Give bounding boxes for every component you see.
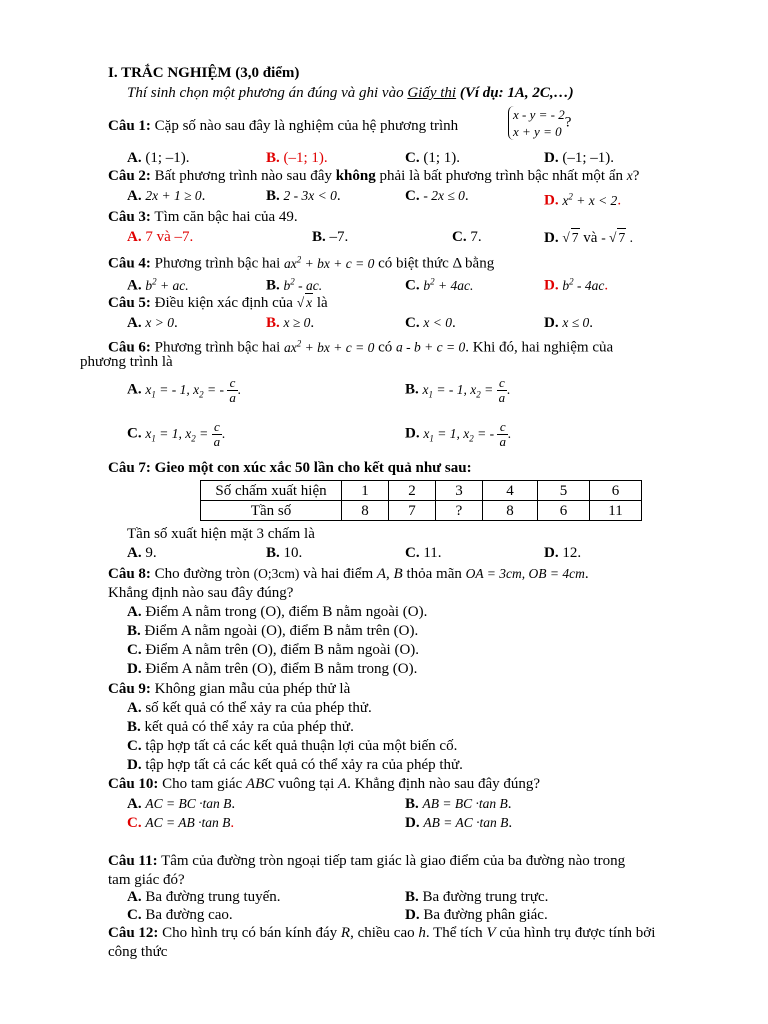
q12-line-2: công thức (108, 944, 168, 960)
option-text-2: = (199, 425, 212, 441)
q2-d-rest: + x < 2 (572, 192, 618, 208)
option-text: kết quả có thể xảy ra của phép thử. (140, 719, 354, 735)
q8-option-b (127, 622, 418, 640)
option-text: (–1; –1). (562, 150, 615, 166)
q8-circle: (O;3cm) (253, 566, 300, 581)
option-letter: D. (405, 907, 420, 923)
q6-option-d: D. $x_1 = 1$, $x_2$ = - $\frac{c}{a}$ . (405, 419, 512, 449)
sqrt-expression: √ x (296, 295, 313, 310)
q3-option-d: D. √ 7 và - √ 7 . (544, 230, 633, 246)
q4-equation: $ax^2$ + bx + c = 0 (284, 254, 375, 271)
denominator: a (499, 434, 506, 449)
option-text: Điểm A nằm trên (O), điểm B nằm ngoài (O). (141, 642, 420, 658)
eq-pre: ax (284, 255, 297, 271)
option-text: = - 1, (436, 381, 471, 397)
q7-after: Tần số xuất hiện mặt 3 chấm là (127, 526, 315, 542)
q8-line-2: Khẳng định nào sau đây đúng? (108, 585, 294, 601)
option-letter: A. (127, 315, 142, 331)
q11-text: Tâm của đường tròn ngoại tiếp tam giác là giao điểm của ba đường nào trong (157, 853, 626, 869)
option-letter: C. (405, 150, 420, 166)
option-letter: B. (266, 545, 280, 561)
question-6 (108, 334, 613, 357)
question-11 (108, 852, 625, 870)
q8-text-mid: và hai điểm (299, 566, 377, 582)
question-7: Câu 7: Gieo một con xúc xắc 50 lần cho kết quả như sau: (108, 460, 472, 476)
q6-label: Câu 6: (108, 339, 151, 356)
option-letter: C. (127, 907, 142, 923)
option-text: x < 0 (423, 315, 452, 330)
option-letter: D. (544, 277, 559, 294)
option-letter: A. (127, 796, 142, 812)
question-8: Câu 8: Cho đường tròn (O;3cm) và hai điểm A, B thỏa mãn OA = 3cm, OB = 4cm. (108, 566, 589, 582)
option-letter: D. (544, 192, 559, 209)
q10-option-b: B. AB = BC ·tan B. (405, 796, 512, 812)
equation-system (508, 106, 565, 140)
q11-label: Câu 11: (108, 853, 158, 869)
q1-option-c (405, 149, 460, 167)
option-text: x ≥ 0 (283, 315, 311, 330)
option-letter: C. (405, 188, 420, 204)
option-letter: D. (544, 315, 559, 331)
q5-option-c: C. x < 0. (405, 315, 456, 331)
radius-var: R (340, 925, 351, 941)
option-letter: A. (127, 150, 142, 166)
q10-option-d: D. AB = AC ·tan B. (405, 815, 513, 831)
frequency-table (200, 480, 642, 521)
denominator: a (213, 434, 221, 449)
option-text: = 1, (159, 425, 186, 441)
option-text: AB = BC ·tan B (422, 796, 508, 811)
option-text: (–1; 1). (283, 150, 328, 166)
q9-option-a (127, 699, 372, 717)
option-letter: B. (405, 796, 419, 812)
instruction-pre: Thí sinh chọn một phương án đúng và ghi vào (127, 85, 408, 101)
q11-option-c (127, 906, 233, 924)
option-letter: B. (266, 150, 280, 166)
q9-text: Không gian mẫu của phép thử là (150, 681, 351, 697)
question-5 (108, 293, 328, 312)
table-cell: 3 (436, 481, 483, 501)
q4-text: Phương trình bậc hai (150, 255, 285, 272)
q11-option-b (405, 888, 548, 906)
option-letter: C. (405, 277, 420, 294)
option-text: 10. (283, 545, 303, 561)
table-header-cell: Số chấm xuất hiện (201, 481, 342, 501)
q2-text: Bất phương trình nào sau đây (150, 168, 336, 184)
option-text: - 2x ≤ 0 (423, 188, 465, 203)
option-text: Ba đường trung trực. (418, 889, 549, 905)
option-letter: C. (405, 545, 420, 561)
q2-option-d: D. $x^2 + x < 2$. (544, 191, 622, 209)
q4-option-d: D. $b^2 - 4ac$. (544, 276, 609, 294)
q1-eq1: x - y = - 2 (513, 107, 565, 122)
option-letter: B. (405, 381, 419, 398)
option-text: Điểm A nằm trên (O), điểm B nằm trong (O). (141, 661, 418, 677)
q4-option-b: B. $b^2$ - ac. (266, 276, 323, 294)
option-letter: B. (405, 889, 419, 905)
q12-text-post: của hình trụ được tính bởi (495, 925, 656, 941)
q1-option-d (544, 149, 614, 167)
q11-option-d (405, 906, 548, 924)
option-letter: A. (127, 188, 142, 204)
option-letter: D. (405, 425, 420, 442)
q2-qmark: ? (632, 168, 640, 184)
instruction (127, 84, 574, 102)
q4-text-post: có biệt thức Δ bằng (374, 255, 495, 272)
q1-text: Cặp số nào sau đây là nghiệm của hệ phương trình (150, 118, 459, 134)
option-letter: D. (544, 230, 559, 246)
option-text: AC = BC ·tan B (145, 796, 232, 811)
option-text-2: = - (477, 425, 498, 441)
question-1 (108, 117, 458, 135)
option-text: = - 1, (159, 381, 194, 397)
q6-option-c: C. $x_1 = 1$, $x_2$ = $\frac{c}{a}$ . (127, 419, 226, 449)
q6-equation: $ax^2$ + bx + c = 0 (284, 338, 375, 355)
option-letter: A. (127, 381, 142, 398)
option-text: tập hợp tất cả các kết quả thuận lợi của một biến cố. (141, 738, 458, 754)
q3-label: Câu 3: (108, 209, 151, 225)
volume-var: V (486, 925, 496, 941)
q11-option-a (127, 888, 281, 906)
q2-option-b: B. 2 - 3x < 0. (266, 188, 341, 204)
triangle-name: ABC (245, 776, 275, 792)
q11-line-2: tam giác đó? (108, 872, 185, 888)
option-text: –7. (329, 229, 349, 245)
option-letter: B. (266, 315, 280, 331)
option-text: - 4ac (573, 277, 605, 293)
option-letter: A. (127, 545, 142, 561)
option-letter: C. (405, 315, 420, 331)
eq-post: + bx + c = 0 (301, 255, 375, 271)
fraction (212, 420, 223, 449)
option-text: Ba đường cao. (141, 907, 233, 923)
question-2 (108, 167, 639, 185)
q7-option-d (544, 544, 581, 562)
q9-option-d (127, 756, 463, 774)
q10-option-a: A. AC = BC ·tan B. (127, 796, 236, 812)
q9-option-c (127, 737, 457, 755)
section-title: I. TRẮC NGHIỆM (3,0 điểm) (108, 65, 300, 81)
table-row (201, 501, 642, 521)
q1-system (508, 106, 571, 140)
option-letter: A. (127, 229, 142, 245)
q12-text: Cho hình trụ có bán kính đáy (158, 925, 341, 941)
fraction (497, 420, 508, 449)
q3-option-a (127, 228, 193, 246)
q1-eq2: x + y = 0 (513, 124, 562, 139)
q6-option-a: A. $x_1$ = - 1, $x_2$ = - $\frac{c}{a}$ . (127, 375, 242, 405)
eq-post: + bx + c = 0 (301, 339, 375, 355)
q4-option-c: C. $b^2 + 4ac$. (405, 276, 474, 294)
q1-option-a (127, 149, 190, 167)
table-cell: 8 (342, 501, 389, 521)
option-letter: B. (266, 188, 280, 204)
q8-comma: , (386, 566, 394, 582)
q5-text: Điều kiện xác định của (150, 295, 297, 311)
table-cell: 7 (389, 501, 436, 521)
option-text: AB = AC ·tan B (423, 815, 509, 830)
fraction (497, 376, 508, 405)
q5-label: Câu 5: (108, 295, 151, 311)
q7-option-a (127, 544, 157, 562)
q10-text-post: . Khẳng định nào sau đây đúng? (347, 776, 541, 792)
option-letter: C. (127, 815, 142, 831)
q4-label: Câu 4: (108, 255, 151, 272)
fraction (227, 376, 238, 405)
q2-text-post: phải là bất phương trình bậc nhất một ẩn (375, 168, 627, 184)
q10-text: Cho tam giác (158, 776, 246, 792)
option-text-2: = - (206, 381, 228, 397)
q7-option-b (266, 544, 302, 562)
option-text: 2x + 1 ≥ 0 (145, 188, 202, 203)
option-text-2: = (484, 381, 497, 397)
option-text: Ba đường phân giác. (419, 907, 548, 923)
q12-text-mid2: . Thể tích (425, 925, 487, 941)
option-letter: A. (127, 604, 142, 620)
option-text: 11. (423, 545, 442, 561)
option-text: 2 - 3x < 0 (283, 188, 337, 203)
q10-text-mid: vuông tại (274, 776, 338, 792)
question-3 (108, 208, 298, 226)
q1-option-b (266, 149, 328, 167)
option-letter: D. (127, 661, 142, 677)
option-text: và (579, 230, 602, 246)
numerator: c (212, 420, 223, 435)
option-text: 12. (562, 545, 582, 561)
option-letter: B. (312, 229, 326, 245)
q3-text: Tìm căn bậc hai của 49. (150, 209, 298, 225)
q9-option-b (127, 718, 354, 736)
option-text: x ≤ 0 (562, 315, 590, 330)
option-letter: B. (127, 719, 141, 735)
point-b: B (393, 566, 403, 582)
option-text: (1; 1). (423, 150, 461, 166)
q5-option-a: A. x > 0. (127, 315, 178, 331)
option-letter: C. (127, 738, 142, 754)
option-letter: A. (127, 700, 142, 716)
table-cell: ? (436, 501, 483, 521)
q8-condition: OA = 3cm, OB = 4cm (465, 566, 585, 581)
q6-option-b: B. $x_1$ = - 1, $x_2$ = $\frac{c}{a}$ . (405, 375, 511, 405)
option-text: Ba đường trung tuyến. (141, 889, 281, 905)
radicand: 7 (618, 230, 626, 245)
q2-label: Câu 2: (108, 168, 151, 184)
q6-text-post: . Khi đó, hai nghiệm của (465, 339, 614, 356)
q2-option-c: C. - 2x ≤ 0. (405, 188, 469, 204)
table-cell: 2 (389, 481, 436, 501)
question-12 (108, 924, 655, 942)
q8-option-a (127, 603, 427, 621)
q2-option-a: A. 2x + 1 ≥ 0. (127, 188, 206, 204)
q12-text-mid: , chiều cao (350, 925, 419, 941)
q5-text-post: là (313, 295, 328, 311)
table-row (201, 481, 642, 501)
option-text: Điểm A nằm trong (O), điểm B nằm ngoài (O). (141, 604, 428, 620)
option-text: = 1, (437, 425, 464, 441)
option-text: 7 và –7. (145, 229, 194, 245)
q9-label: Câu 9: (108, 681, 151, 697)
q3-option-c (452, 228, 482, 246)
radicand: x (306, 295, 313, 310)
q8-option-c (127, 641, 419, 659)
table-cell: 4 (483, 481, 538, 501)
q7-option-c (405, 544, 442, 562)
instruction-underlined: Giấy thi (407, 85, 457, 101)
q2-emphasis: không (335, 168, 376, 184)
question-9 (108, 680, 350, 698)
table-cell: 5 (538, 481, 590, 501)
option-text: - ac (294, 277, 319, 293)
table-cell: 1 (342, 481, 389, 501)
vertex-a: A (338, 776, 348, 792)
point-a: A (376, 566, 387, 582)
option-letter: A. (127, 277, 142, 294)
q6-text: Phương trình bậc hai (150, 339, 285, 356)
option-letter: D. (544, 545, 559, 561)
q6-condition: a - b + c = 0 (396, 339, 466, 355)
question-10 (108, 775, 540, 793)
option-letter: C. (127, 642, 142, 658)
option-letter: D. (405, 815, 420, 831)
table-cell: 11 (590, 501, 642, 521)
q8-option-d (127, 660, 417, 678)
option-text: 9. (145, 545, 157, 561)
option-text: + ac (156, 277, 186, 293)
q1-label: Câu 1: (108, 118, 151, 134)
q4-option-a: A. $b^2$ + ac. (127, 276, 189, 294)
q6-line-2: phương trình là (80, 354, 173, 370)
q5-option-d: D. x ≤ 0. (544, 315, 593, 331)
q1-qmark: ? (564, 114, 572, 131)
option-text: số kết quả có thể xảy ra của phép thử. (141, 700, 372, 716)
option-text: $x^2 + x < 2$ (562, 191, 618, 208)
q5-option-b: B. x ≥ 0. (266, 315, 315, 331)
option-text: (1; –1). (145, 150, 190, 166)
q8-text-mid2: thỏa mãn (402, 566, 466, 582)
table-cell: 6 (538, 501, 590, 521)
denominator: a (229, 390, 236, 405)
q10-label: Câu 10: (108, 776, 159, 792)
option-letter: D. (127, 757, 142, 773)
option-text: + 4ac (434, 277, 470, 293)
denominator: a (498, 390, 506, 405)
q2-d-var: x (562, 192, 569, 208)
q12-label: Câu 12: (108, 925, 159, 941)
numerator: c (497, 420, 508, 435)
option-letter: D. (544, 150, 559, 166)
option-letter: C. (127, 425, 142, 442)
table-cell: 6 (590, 481, 642, 501)
q2-variable: x (626, 168, 633, 183)
option-letter: C. (452, 229, 467, 245)
q6-text-mid: có (374, 339, 397, 356)
table-header-cell: Tần số (201, 501, 342, 521)
option-text: x > 0 (145, 315, 174, 330)
q8-label: Câu 8: (108, 566, 151, 582)
radicand: 7 (571, 230, 579, 245)
height-var: h (418, 925, 426, 941)
instruction-example: (Ví dụ: 1A, 2C,…) (456, 85, 574, 101)
option-letter: B. (266, 277, 280, 294)
numerator: c (497, 376, 508, 391)
option-letter: B. (127, 623, 141, 639)
q8-text: Cho đường tròn (150, 566, 254, 582)
question-4 (108, 250, 494, 273)
option-letter: A. (127, 889, 142, 905)
option-text: AC = AB ·tan B (145, 815, 231, 830)
option-text: 7. (470, 229, 482, 245)
eq-pre: ax (284, 339, 297, 355)
option-text: tập hợp tất cả các kết quả có thể xảy ra của phép thử. (141, 757, 463, 773)
q10-option-c: C. AC = AB ·tan B. (127, 815, 235, 831)
q3-option-b (312, 228, 348, 246)
numerator: c (227, 376, 238, 391)
option-text: Điểm A nằm ngoài (O), điểm B nằm trên (O). (140, 623, 419, 639)
table-cell: 8 (483, 501, 538, 521)
